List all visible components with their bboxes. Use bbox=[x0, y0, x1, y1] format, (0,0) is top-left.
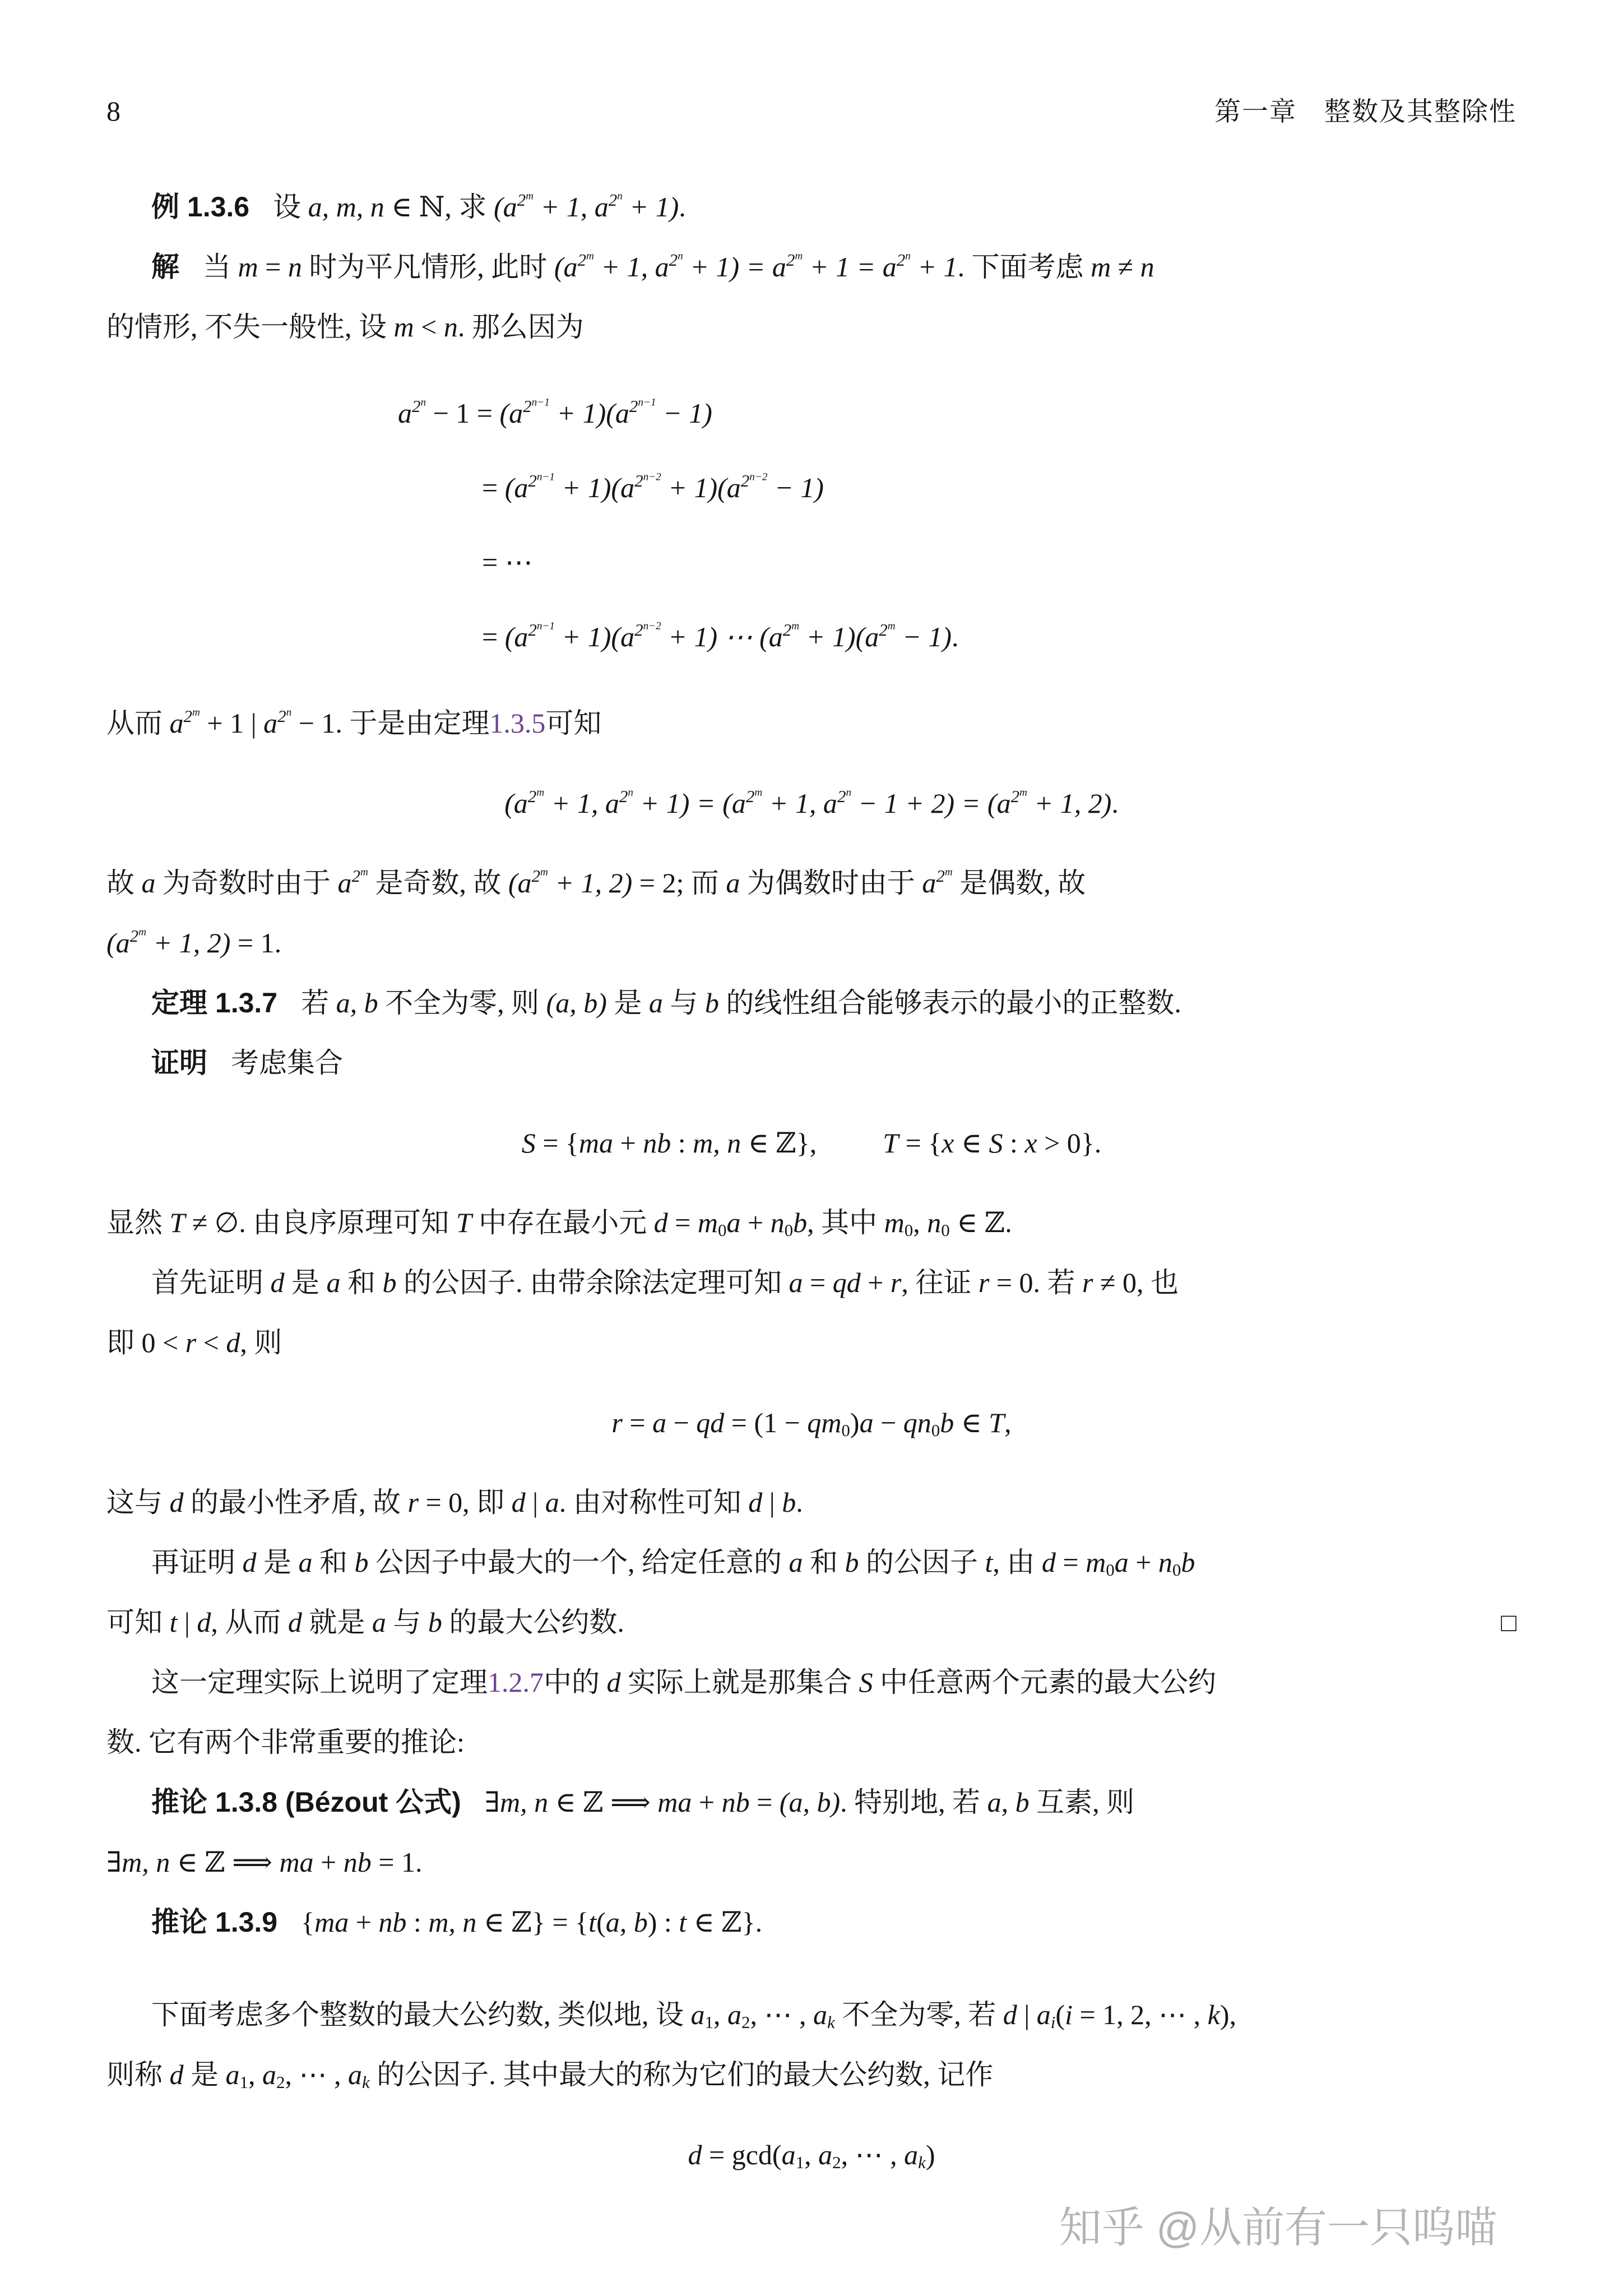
proof-end-text-3: 可知 t | d, 从而 d 就是 a 与 b 的最大公约数. bbox=[106, 1607, 624, 1638]
derivation-row-4: = $(a^{2^{n-1}} + 1)(a^{2^{n-2}} + 1)$ ⋯ $(a^{2^m} + 1)(a^{2^m} - 1)$. bbox=[482, 620, 959, 652]
parity-body-2: ($a^{2^m} + 1$, 2) = 1. bbox=[106, 926, 282, 959]
proof-body-text-1: 显然 T ≠ ∅. 由良序原理可知 T 中存在最小元 $d = m_0a + n_0b$, 其中 $m_0$, $n_0$ ∈ ℤ. bbox=[106, 1207, 1012, 1240]
multi-gcd-text-2: 则称 d 是 $a_1$, $a_2$, ⋯ , $a_k$ 的公因子. 其中最大的称为它们的最大公约数, 记作 bbox=[106, 2059, 994, 2092]
remark-line-1 bbox=[106, 1652, 1517, 1712]
qed-box: □ bbox=[1501, 1608, 1517, 1637]
solution-line-1 bbox=[106, 237, 1517, 297]
solution-line-2 bbox=[106, 297, 1517, 357]
parity-body-1: 故 a 为奇数时由于 $a^{2^m}$ 是奇数, 故 ($a^{2^m} + 1$, 2) = 2; 而 a 为偶数时由于 $a^{2^m}$ 是偶数, 故 bbox=[106, 866, 1086, 899]
corollary-1-3-8-body: ∃m, n ∈ ℤ ⟹ ma + nb = (a, b). 特别地, 若 a, b 互素, 则 bbox=[484, 1786, 1135, 1818]
proof-body-line-3 bbox=[106, 1313, 1517, 1373]
remark-line-2 bbox=[106, 1712, 1517, 1772]
proof-body-text-2: 首先证明 d 是 a 和 b 的公因子. 由带余除法定理可知 a = qd + r, 往证 r = 0. 若 r ≠ 0, 也 bbox=[151, 1267, 1179, 1298]
proof-body-line-2 bbox=[106, 1253, 1517, 1313]
proof-end-line-1 bbox=[106, 1473, 1517, 1533]
remark-post: 中的 d 实际上就是那集合 S 中任意两个元素的最大公约 bbox=[544, 1667, 1216, 1698]
multi-gcd-line-1 bbox=[106, 1985, 1517, 2045]
follows-post: 可知 bbox=[545, 707, 602, 739]
follows-pre: 从而 $a^{2^m} + 1$ | $a^{2^n} - 1$. 于是由定理 bbox=[106, 706, 490, 739]
corollary-1-3-8 bbox=[106, 1772, 1517, 1832]
chapter-title: 第一章 整数及其整除性 bbox=[1214, 98, 1517, 127]
zhihu-watermark: 知乎 @从前有一只呜喵 bbox=[1059, 2204, 1497, 2252]
gcd-definition-display-equation: $d = \gcd(a_1$, $a_2$, ⋯ , $a_k$) bbox=[688, 2139, 935, 2172]
set-t-definition: T = {x ∈ S : x > 0}. bbox=[883, 1127, 1102, 1159]
derivation-row-1: $a^{2^n} - 1 = (a^{2^{n-1}} + 1)(a^{2^{n-1}} - 1)$ bbox=[398, 396, 712, 429]
corollary-1-3-8-line-2 bbox=[106, 1832, 1517, 1892]
sets-display-equation bbox=[106, 1112, 1517, 1174]
solution-body-2: 的情形, 不失一般性, 设 m < n. 那么因为 bbox=[106, 311, 584, 342]
remark-text-2: 数. 它有两个非常重要的推论: bbox=[106, 1726, 465, 1758]
theorem-1-3-7 bbox=[106, 973, 1517, 1033]
example-body: 设 a, m, n ∈ ℕ, 求 ($a^{2^m} + 1$, $a^{2^n} + 1$). bbox=[273, 190, 686, 223]
proof-end-text-1: 这与 d 的最小性矛盾, 故 r = 0, 即 d | a. 由对称性可知 d | b. bbox=[106, 1487, 803, 1518]
set-s-definition: S = {ma + nb : m, n ∈ ℤ}, bbox=[521, 1127, 817, 1159]
corollary-1-3-8-body-2: ∃m, n ∈ ℤ ⟹ ma + nb = 1. bbox=[106, 1846, 423, 1878]
theorem-link-1-3-5[interactable]: 1.3.5 bbox=[489, 707, 546, 739]
corollary-1-3-8-label: 推论 1.3.8 (Bézout 公式) bbox=[151, 1786, 461, 1818]
remark-pre: 这一定理实际上说明了定理 bbox=[151, 1667, 488, 1698]
theorem-label: 定理 1.3.7 bbox=[151, 987, 278, 1019]
multi-gcd-text-1: 下面考虑多个整数的最大公约数, 类似地, 设 $a_1$, $a_2$, ⋯ , $a_k$ 不全为零, 若 d | $a_i(i = 1$, 2, ⋯ , k), bbox=[151, 1999, 1237, 2032]
example-label: 例 1.3.6 bbox=[151, 191, 250, 223]
proof-label: 证明 bbox=[151, 1047, 207, 1078]
solution-label: 解 bbox=[151, 251, 179, 283]
proof-opening-text: 考虑集合 bbox=[231, 1047, 343, 1078]
gcd-pair-display-equation: ($a^{2^m} + 1$, $a^{2^n} + 1) = (a^{2^m} + 1$, $a^{2^n} - 1 + 2) = (a^{2^m} + 1$, 2). bbox=[504, 786, 1119, 819]
proof-body-line-1 bbox=[106, 1193, 1517, 1253]
page-header bbox=[106, 94, 1517, 129]
corollary-1-3-9-body: {ma + nb : m, n ∈ ℤ} = {t(a, b) : t ∈ ℤ}. bbox=[301, 1906, 763, 1938]
proof-end-line-2 bbox=[106, 1533, 1517, 1593]
follows-line bbox=[106, 693, 1517, 753]
theorem-body: 若 a, b 不全为零, 则 (a, b) 是 a 与 b 的线性组合能够表示的最小的正整数. bbox=[301, 987, 1181, 1019]
theorem-link-1-2-7[interactable]: 1.2.7 bbox=[488, 1667, 544, 1698]
corollary-1-3-9-label: 推论 1.3.9 bbox=[151, 1906, 278, 1938]
corollary-1-3-9 bbox=[106, 1892, 1517, 1952]
proof-body-text-3: 即 0 < r < d, 则 bbox=[106, 1327, 282, 1358]
derivation-equation-block bbox=[398, 376, 1517, 674]
example-1-3-6 bbox=[106, 177, 1517, 237]
parity-line-1 bbox=[106, 853, 1517, 913]
parity-line-2 bbox=[106, 913, 1517, 973]
page-number: 8 bbox=[106, 95, 120, 127]
derivation-row-2: = $(a^{2^{n-1}} + 1)(a^{2^{n-2}} + 1)(a^{2^{n-2}} - 1)$ bbox=[482, 471, 824, 503]
proof-opening bbox=[106, 1033, 1517, 1093]
proof-end-text-2: 再证明 d 是 a 和 b 公因子中最大的一个, 给定任意的 a 和 b 的公因子 t, 由 $d = m_0a + n_0b$ bbox=[151, 1547, 1195, 1580]
solution-body-1: 当 m = n 时为平凡情形, 此时 ($a^{2^m} + 1$, $a^{2^n} + 1) = a^{2^m} + 1 = a^{2^n} + 1$. 下面考虑 m ≠ n bbox=[203, 250, 1154, 283]
remainder-display-equation: r = a − qd = $(1 - qm_0)a - qn_0b$ ∈ T, bbox=[611, 1407, 1012, 1440]
derivation-row-3: = ⋯ bbox=[482, 547, 533, 578]
multi-gcd-line-2 bbox=[106, 2045, 1517, 2105]
proof-end-line-3 bbox=[106, 1593, 1517, 1652]
